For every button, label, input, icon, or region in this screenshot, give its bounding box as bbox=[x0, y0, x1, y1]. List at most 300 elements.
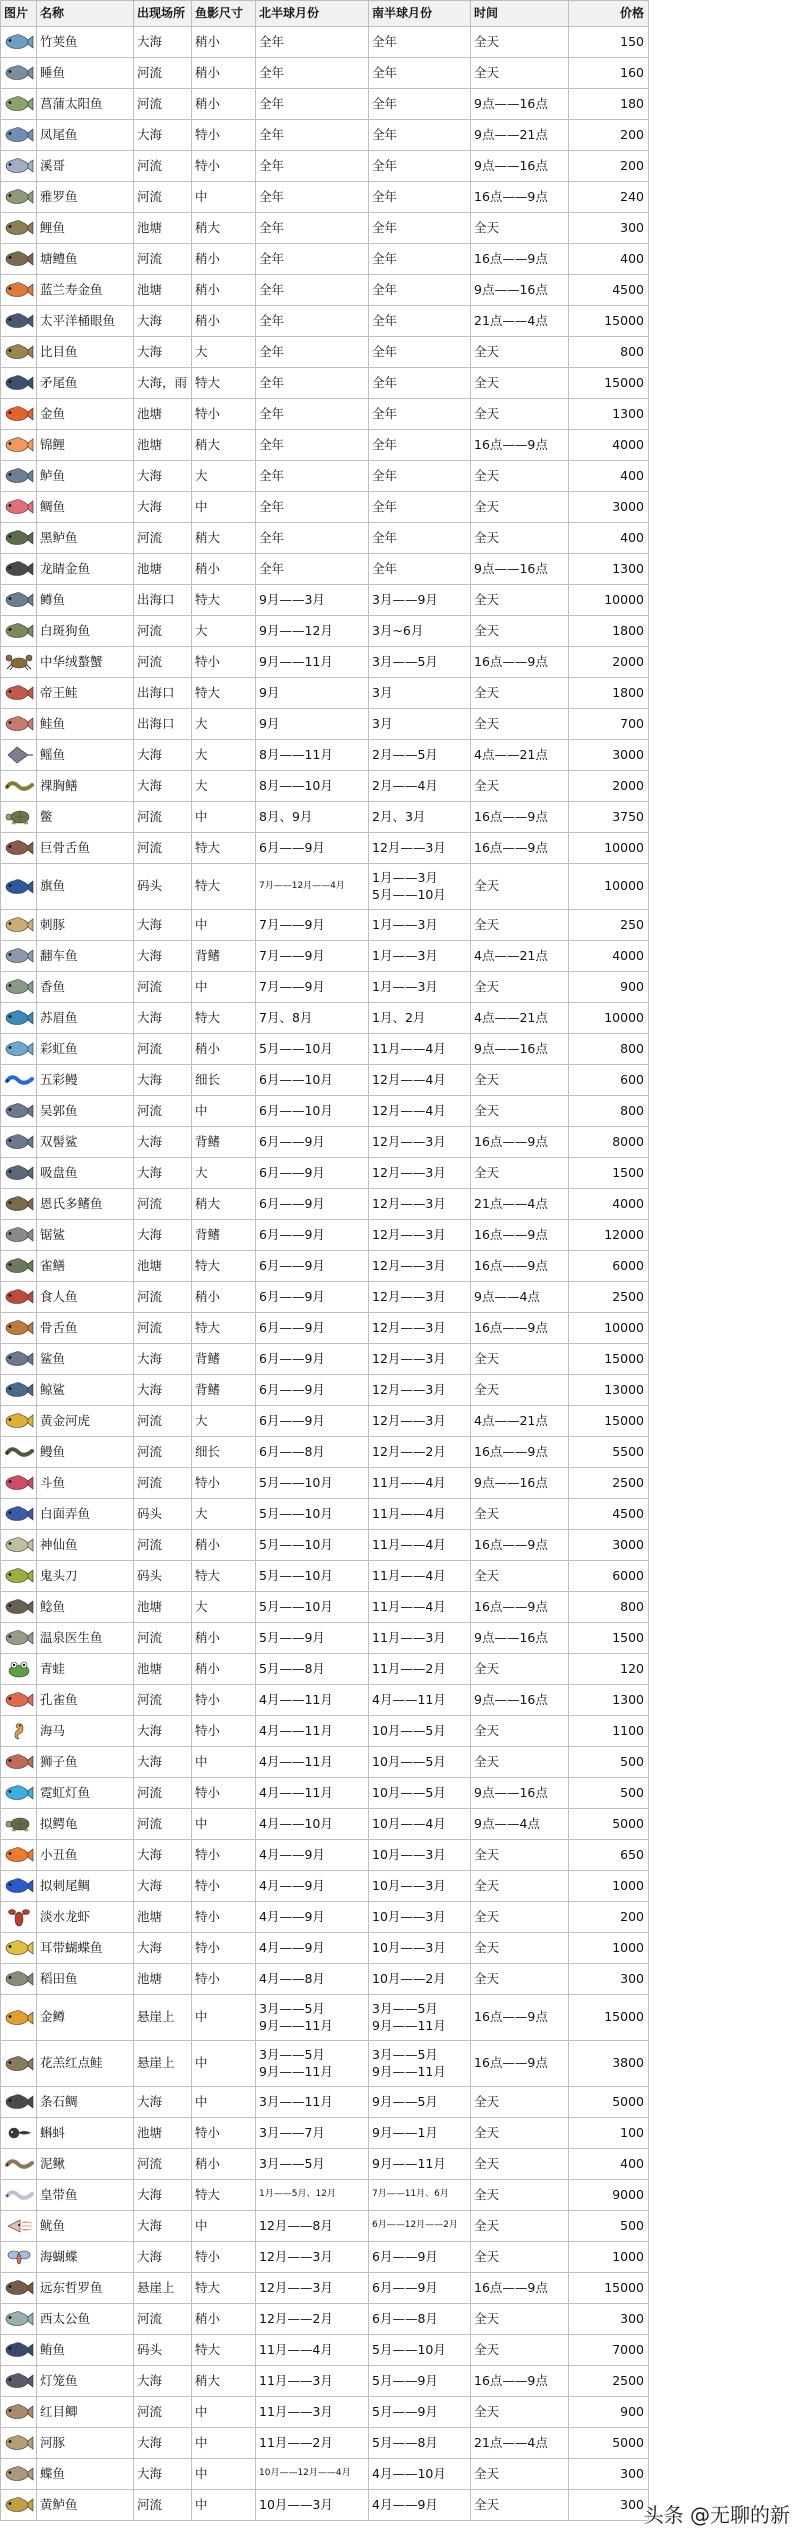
cell-north-months: 7月——12月——4月 bbox=[256, 864, 369, 910]
cell-north-months: 6月——10月 bbox=[256, 1096, 369, 1127]
cell-north-months: 9月——12月 bbox=[256, 616, 369, 647]
cell-south-months: 2月、3月 bbox=[369, 802, 471, 833]
cell-shadow-size: 背鳍 bbox=[192, 1127, 256, 1158]
cell-location: 河流 bbox=[134, 182, 192, 213]
cell-south-months: 1月——3月 bbox=[369, 972, 471, 1003]
cell-icon bbox=[1, 802, 37, 833]
cell-location: 河流 bbox=[134, 1282, 192, 1313]
cell-name: 香鱼 bbox=[37, 972, 134, 1003]
table-row bbox=[1, 492, 649, 523]
table-row bbox=[1, 1189, 649, 1220]
cell-price: 800 bbox=[569, 1096, 649, 1127]
cell-icon bbox=[1, 1468, 37, 1499]
fish-icon bbox=[4, 2092, 34, 2112]
cell-time: 21点——4点 bbox=[471, 2428, 569, 2459]
cell-south-months: 2月——4月 bbox=[369, 771, 471, 802]
cell-north-months: 4月——10月 bbox=[256, 1809, 369, 1840]
fish-icon bbox=[4, 1194, 34, 1214]
cell-shadow-size: 特大 bbox=[192, 864, 256, 910]
fish-icon bbox=[4, 590, 34, 610]
cell-icon bbox=[1, 1034, 37, 1065]
cell-south-months: 11月——4月 bbox=[369, 1530, 471, 1561]
cell-location: 河流 bbox=[134, 1313, 192, 1344]
cell-north-months: 全年 bbox=[256, 58, 369, 89]
cell-south-months: 5月——9月 bbox=[369, 2366, 471, 2397]
cell-north-months: 9月——11月 bbox=[256, 647, 369, 678]
table-row bbox=[1, 1716, 649, 1747]
fish-icon bbox=[4, 2495, 34, 2515]
cell-shadow-size: 细长 bbox=[192, 1437, 256, 1468]
cell-name: 睡鱼 bbox=[37, 58, 134, 89]
cell-time: 全天 bbox=[471, 337, 569, 368]
table-row bbox=[1, 1623, 649, 1654]
table-row bbox=[1, 27, 649, 58]
cell-north-months: 全年 bbox=[256, 337, 369, 368]
cell-location: 河流 bbox=[134, 1530, 192, 1561]
cell-time: 16点——9点 bbox=[471, 1127, 569, 1158]
cell-price: 2500 bbox=[569, 1282, 649, 1313]
cell-icon bbox=[1, 399, 37, 430]
cell-icon bbox=[1, 1716, 37, 1747]
cell-price: 15000 bbox=[569, 2273, 649, 2304]
cell-shadow-size: 稍小 bbox=[192, 2304, 256, 2335]
cell-location: 大海 bbox=[134, 2211, 192, 2242]
cell-time: 21点——4点 bbox=[471, 1189, 569, 1220]
cell-south-months: 12月——2月 bbox=[369, 1437, 471, 1468]
cell-time: 全天 bbox=[471, 368, 569, 399]
table-row bbox=[1, 399, 649, 430]
table-row bbox=[1, 2118, 649, 2149]
fish-icon bbox=[4, 1690, 34, 1710]
cell-shadow-size: 特大 bbox=[192, 1313, 256, 1344]
cell-price: 200 bbox=[569, 151, 649, 182]
cell-icon bbox=[1, 1561, 37, 1592]
cell-price: 13000 bbox=[569, 1375, 649, 1406]
eel-icon bbox=[4, 1070, 34, 1090]
cell-south-months: 3月——9月 bbox=[369, 585, 471, 616]
cell-shadow-size: 特大 bbox=[192, 2335, 256, 2366]
cell-north-months: 全年 bbox=[256, 89, 369, 120]
table-row bbox=[1, 910, 649, 941]
cell-south-months: 1月——3月 bbox=[369, 941, 471, 972]
cell-icon bbox=[1, 368, 37, 399]
eel-icon bbox=[4, 2154, 34, 2174]
cell-time: 全天 bbox=[471, 2490, 569, 2521]
fish-icon bbox=[4, 1101, 34, 1121]
cell-icon bbox=[1, 1189, 37, 1220]
cell-icon bbox=[1, 182, 37, 213]
cell-south-months: 10月——5月 bbox=[369, 1716, 471, 1747]
cell-south-months: 7月——11月、6月 bbox=[369, 2180, 471, 2211]
cell-price: 2500 bbox=[569, 1468, 649, 1499]
cell-north-months: 5月——9月 bbox=[256, 1623, 369, 1654]
cell-north-months: 全年 bbox=[256, 306, 369, 337]
cell-price: 1500 bbox=[569, 1158, 649, 1189]
cell-north-months: 全年 bbox=[256, 244, 369, 275]
fish-icon bbox=[4, 1039, 34, 1059]
cell-icon bbox=[1, 1127, 37, 1158]
cell-name: 鲶鱼 bbox=[37, 1592, 134, 1623]
cell-north-months: 6月——9月 bbox=[256, 1189, 369, 1220]
table-row bbox=[1, 1778, 649, 1809]
cell-price: 250 bbox=[569, 910, 649, 941]
cell-location: 池塘 bbox=[134, 1251, 192, 1282]
fish-icon bbox=[4, 156, 34, 176]
table-row bbox=[1, 89, 649, 120]
cell-location: 大海 bbox=[134, 492, 192, 523]
cell-shadow-size: 稍小 bbox=[192, 1034, 256, 1065]
cell-icon bbox=[1, 337, 37, 368]
cell-name: 锦鲤 bbox=[37, 430, 134, 461]
cell-location: 池塘 bbox=[134, 2118, 192, 2149]
cell-south-months: 全年 bbox=[369, 492, 471, 523]
cell-shadow-size: 稍小 bbox=[192, 275, 256, 306]
cell-south-months: 12月——3月 bbox=[369, 1158, 471, 1189]
cell-location: 河流 bbox=[134, 523, 192, 554]
cell-name: 河豚 bbox=[37, 2428, 134, 2459]
cell-name: 中华绒螯蟹 bbox=[37, 647, 134, 678]
table-row bbox=[1, 1747, 649, 1778]
cell-shadow-size: 特小 bbox=[192, 1716, 256, 1747]
fish-icon bbox=[4, 1318, 34, 1338]
cell-icon bbox=[1, 1096, 37, 1127]
cell-price: 300 bbox=[569, 213, 649, 244]
cell-shadow-size: 中 bbox=[192, 2428, 256, 2459]
cell-south-months: 全年 bbox=[369, 430, 471, 461]
cell-name: 泥鳅 bbox=[37, 2149, 134, 2180]
cell-price: 240 bbox=[569, 182, 649, 213]
cell-south-months: 12月——3月 bbox=[369, 1251, 471, 1282]
cell-time: 9点——16点 bbox=[471, 1778, 569, 1809]
cell-time: 全天 bbox=[471, 1375, 569, 1406]
cell-name: 食人鱼 bbox=[37, 1282, 134, 1313]
cell-name: 塘鳢鱼 bbox=[37, 244, 134, 275]
cell-shadow-size: 特大 bbox=[192, 2273, 256, 2304]
table-row bbox=[1, 1685, 649, 1716]
table-row bbox=[1, 182, 649, 213]
cell-icon bbox=[1, 1654, 37, 1685]
fish-icon bbox=[4, 1163, 34, 1183]
cell-location: 大海 bbox=[134, 306, 192, 337]
cell-price: 4500 bbox=[569, 275, 649, 306]
cell-location: 大海 bbox=[134, 337, 192, 368]
cell-north-months: 全年 bbox=[256, 120, 369, 151]
fish-icon bbox=[4, 342, 34, 362]
cell-icon bbox=[1, 2490, 37, 2521]
cell-icon bbox=[1, 213, 37, 244]
fish-icon bbox=[4, 373, 34, 393]
cell-shadow-size: 稍小 bbox=[192, 554, 256, 585]
cell-location: 河流 bbox=[134, 1809, 192, 1840]
cell-time: 全天 bbox=[471, 1902, 569, 1933]
cell-north-months: 6月——10月 bbox=[256, 1065, 369, 1096]
seahorse-icon bbox=[4, 1721, 34, 1741]
cell-icon bbox=[1, 1251, 37, 1282]
cell-time: 全天 bbox=[471, 771, 569, 802]
cell-shadow-size: 特大 bbox=[192, 2180, 256, 2211]
table-row bbox=[1, 1282, 649, 1313]
cell-time: 9点——16点 bbox=[471, 1685, 569, 1716]
header-south-months: 南半球月份 bbox=[369, 1, 471, 27]
cell-south-months: 6月——8月 bbox=[369, 2304, 471, 2335]
cell-icon bbox=[1, 1592, 37, 1623]
cell-price: 2000 bbox=[569, 647, 649, 678]
cell-south-months: 3月~6月 bbox=[369, 616, 471, 647]
cell-name: 雀鳝 bbox=[37, 1251, 134, 1282]
table-row bbox=[1, 1096, 649, 1127]
table-row bbox=[1, 2428, 649, 2459]
table-row bbox=[1, 1809, 649, 1840]
table-row bbox=[1, 2149, 649, 2180]
cell-name: 五彩鳗 bbox=[37, 1065, 134, 1096]
table-row bbox=[1, 740, 649, 771]
cell-location: 池塘 bbox=[134, 430, 192, 461]
cell-name: 帝王鲑 bbox=[37, 678, 134, 709]
cell-time: 全天 bbox=[471, 910, 569, 941]
cell-price: 1100 bbox=[569, 1716, 649, 1747]
cell-name: 拟鳄龟 bbox=[37, 1809, 134, 1840]
cell-time: 全天 bbox=[471, 2211, 569, 2242]
cell-icon bbox=[1, 740, 37, 771]
fish-icon bbox=[4, 977, 34, 997]
cell-price: 3750 bbox=[569, 802, 649, 833]
cell-north-months: 全年 bbox=[256, 430, 369, 461]
fish-icon bbox=[4, 1566, 34, 1586]
cell-icon bbox=[1, 1282, 37, 1313]
cell-name: 彩虹鱼 bbox=[37, 1034, 134, 1065]
cell-shadow-size: 中 bbox=[192, 972, 256, 1003]
cell-location: 出海口 bbox=[134, 709, 192, 740]
fish-icon bbox=[4, 125, 34, 145]
cell-location: 河流 bbox=[134, 58, 192, 89]
cell-time: 16点——9点 bbox=[471, 2041, 569, 2087]
cell-price: 15000 bbox=[569, 1995, 649, 2041]
cell-icon bbox=[1, 1313, 37, 1344]
fish-icon bbox=[4, 1411, 34, 1431]
cell-location: 码头 bbox=[134, 864, 192, 910]
table-row bbox=[1, 2087, 649, 2118]
cell-name: 比目鱼 bbox=[37, 337, 134, 368]
cell-north-months: 6月——9月 bbox=[256, 1313, 369, 1344]
cell-location: 大海 bbox=[134, 771, 192, 802]
cell-time: 16点——9点 bbox=[471, 833, 569, 864]
cell-south-months: 12月——3月 bbox=[369, 1189, 471, 1220]
cell-time: 全天 bbox=[471, 2180, 569, 2211]
cell-icon bbox=[1, 2366, 37, 2397]
cell-price: 2500 bbox=[569, 2366, 649, 2397]
cell-location: 大海 bbox=[134, 1344, 192, 1375]
cell-price: 6000 bbox=[569, 1251, 649, 1282]
cell-south-months: 全年 bbox=[369, 58, 471, 89]
cell-icon bbox=[1, 1964, 37, 1995]
cell-name: 小丑鱼 bbox=[37, 1840, 134, 1871]
cell-location: 码头 bbox=[134, 1561, 192, 1592]
cell-south-months: 12月——4月 bbox=[369, 1065, 471, 1096]
turtle-icon bbox=[4, 807, 34, 827]
cell-time: 全天 bbox=[471, 2459, 569, 2490]
cell-north-months: 4月——11月 bbox=[256, 1716, 369, 1747]
cell-location: 大海 bbox=[134, 2087, 192, 2118]
cell-time: 全天 bbox=[471, 1964, 569, 1995]
cell-name: 白面弄鱼 bbox=[37, 1499, 134, 1530]
cell-name: 翻车鱼 bbox=[37, 941, 134, 972]
cell-time: 全天 bbox=[471, 2242, 569, 2273]
cell-location: 河流 bbox=[134, 151, 192, 182]
cell-north-months: 11月——3月 bbox=[256, 2397, 369, 2428]
cell-location: 大海 bbox=[134, 910, 192, 941]
cell-south-months: 12月——3月 bbox=[369, 1344, 471, 1375]
fish-icon bbox=[4, 1752, 34, 1772]
table-row bbox=[1, 1468, 649, 1499]
cell-shadow-size: 中 bbox=[192, 2041, 256, 2087]
cell-icon bbox=[1, 864, 37, 910]
cell-icon bbox=[1, 275, 37, 306]
cell-location: 河流 bbox=[134, 647, 192, 678]
cell-time: 16点——9点 bbox=[471, 1251, 569, 1282]
cell-south-months: 6月——12月——2月 bbox=[369, 2211, 471, 2242]
header-shadow-size: 鱼影尺寸 bbox=[192, 1, 256, 27]
table-row bbox=[1, 709, 649, 740]
cell-north-months: 4月——9月 bbox=[256, 1933, 369, 1964]
cell-north-months: 5月——10月 bbox=[256, 1034, 369, 1065]
cell-name: 鲑鱼 bbox=[37, 709, 134, 740]
table-row bbox=[1, 1499, 649, 1530]
cell-price: 700 bbox=[569, 709, 649, 740]
cell-icon bbox=[1, 27, 37, 58]
table-row bbox=[1, 2366, 649, 2397]
cell-time: 16点——9点 bbox=[471, 2273, 569, 2304]
cell-north-months: 6月——9月 bbox=[256, 1251, 369, 1282]
cell-price: 15000 bbox=[569, 368, 649, 399]
cell-location: 大海 bbox=[134, 461, 192, 492]
cell-south-months: 全年 bbox=[369, 523, 471, 554]
cell-north-months: 12月——2月 bbox=[256, 2304, 369, 2335]
cell-north-months: 6月——9月 bbox=[256, 1158, 369, 1189]
cell-shadow-size: 稍小 bbox=[192, 2149, 256, 2180]
fish-icon bbox=[4, 1628, 34, 1648]
cell-icon bbox=[1, 833, 37, 864]
cell-name: 吴郭鱼 bbox=[37, 1096, 134, 1127]
cell-shadow-size: 稍小 bbox=[192, 89, 256, 120]
cell-icon bbox=[1, 1778, 37, 1809]
table-row bbox=[1, 678, 649, 709]
fish-icon bbox=[4, 1349, 34, 1369]
fish-icon bbox=[4, 528, 34, 548]
cell-shadow-size: 大 bbox=[192, 1499, 256, 1530]
cell-time: 16点——9点 bbox=[471, 1437, 569, 1468]
cell-time: 16点——9点 bbox=[471, 1592, 569, 1623]
table-row bbox=[1, 1313, 649, 1344]
table-row bbox=[1, 647, 649, 678]
cell-north-months: 3月——11月 bbox=[256, 2087, 369, 2118]
cell-price: 200 bbox=[569, 1902, 649, 1933]
fish-icon bbox=[4, 2371, 34, 2391]
cell-price: 7000 bbox=[569, 2335, 649, 2366]
cell-shadow-size: 大 bbox=[192, 1406, 256, 1437]
cell-shadow-size: 特小 bbox=[192, 120, 256, 151]
cell-icon bbox=[1, 2428, 37, 2459]
cell-south-months: 11月——4月 bbox=[369, 1499, 471, 1530]
cell-icon bbox=[1, 2087, 37, 2118]
cell-time: 全天 bbox=[471, 213, 569, 244]
cell-name: 白斑狗鱼 bbox=[37, 616, 134, 647]
table-row bbox=[1, 1871, 649, 1902]
cell-time: 16点——9点 bbox=[471, 244, 569, 275]
cell-price: 500 bbox=[569, 2211, 649, 2242]
cell-icon bbox=[1, 678, 37, 709]
ray-icon bbox=[4, 745, 34, 765]
cell-price: 600 bbox=[569, 1065, 649, 1096]
cell-icon bbox=[1, 2242, 37, 2273]
cell-icon bbox=[1, 1871, 37, 1902]
cell-icon bbox=[1, 120, 37, 151]
cell-shadow-size: 特小 bbox=[192, 1685, 256, 1716]
table-row bbox=[1, 430, 649, 461]
fish-icon bbox=[4, 2402, 34, 2422]
cell-time: 9点——4点 bbox=[471, 1282, 569, 1313]
cell-time: 全天 bbox=[471, 1840, 569, 1871]
cell-north-months: 3月——7月 bbox=[256, 2118, 369, 2149]
cell-shadow-size: 特大 bbox=[192, 678, 256, 709]
cell-location: 大海 bbox=[134, 1871, 192, 1902]
cell-location: 池塘 bbox=[134, 213, 192, 244]
cell-shadow-size: 大 bbox=[192, 1592, 256, 1623]
cell-south-months: 3月 bbox=[369, 709, 471, 740]
cell-time: 全天 bbox=[471, 27, 569, 58]
butterfly-icon bbox=[4, 2247, 34, 2267]
cell-south-months: 全年 bbox=[369, 306, 471, 337]
table-row bbox=[1, 585, 649, 616]
cell-south-months: 12月——3月 bbox=[369, 1406, 471, 1437]
cell-south-months: 11月——4月 bbox=[369, 1034, 471, 1065]
cell-name: 太平洋桶眼鱼 bbox=[37, 306, 134, 337]
header-time: 时间 bbox=[471, 1, 569, 27]
cell-name: 蝶鱼 bbox=[37, 2459, 134, 2490]
fish-icon bbox=[4, 1008, 34, 1028]
cell-time: 16点——9点 bbox=[471, 802, 569, 833]
cell-icon bbox=[1, 1809, 37, 1840]
cell-shadow-size: 稍小 bbox=[192, 58, 256, 89]
table-row bbox=[1, 2273, 649, 2304]
cell-icon bbox=[1, 306, 37, 337]
fish-icon bbox=[4, 1504, 34, 1524]
table-row bbox=[1, 1654, 649, 1685]
cell-north-months: 全年 bbox=[256, 492, 369, 523]
table-row bbox=[1, 1437, 649, 1468]
cell-price: 3800 bbox=[569, 2041, 649, 2087]
cell-location: 河流 bbox=[134, 1623, 192, 1654]
cell-location: 河流 bbox=[134, 2304, 192, 2335]
cell-shadow-size: 稍小 bbox=[192, 306, 256, 337]
cell-north-months: 1月——5月、12月 bbox=[256, 2180, 369, 2211]
table-row bbox=[1, 1034, 649, 1065]
cell-shadow-size: 大 bbox=[192, 740, 256, 771]
cell-location: 河流 bbox=[134, 1437, 192, 1468]
cell-north-months: 8月、9月 bbox=[256, 802, 369, 833]
fish-icon bbox=[4, 32, 34, 52]
cell-name: 骨舌鱼 bbox=[37, 1313, 134, 1344]
cell-price: 900 bbox=[569, 2397, 649, 2428]
cell-price: 400 bbox=[569, 461, 649, 492]
cell-name: 神仙鱼 bbox=[37, 1530, 134, 1561]
fish-icon bbox=[4, 1938, 34, 1958]
cell-icon bbox=[1, 1499, 37, 1530]
fish-icon bbox=[4, 838, 34, 858]
cell-shadow-size: 中 bbox=[192, 910, 256, 941]
table-row bbox=[1, 2242, 649, 2273]
table-row bbox=[1, 2397, 649, 2428]
cell-south-months: 全年 bbox=[369, 213, 471, 244]
